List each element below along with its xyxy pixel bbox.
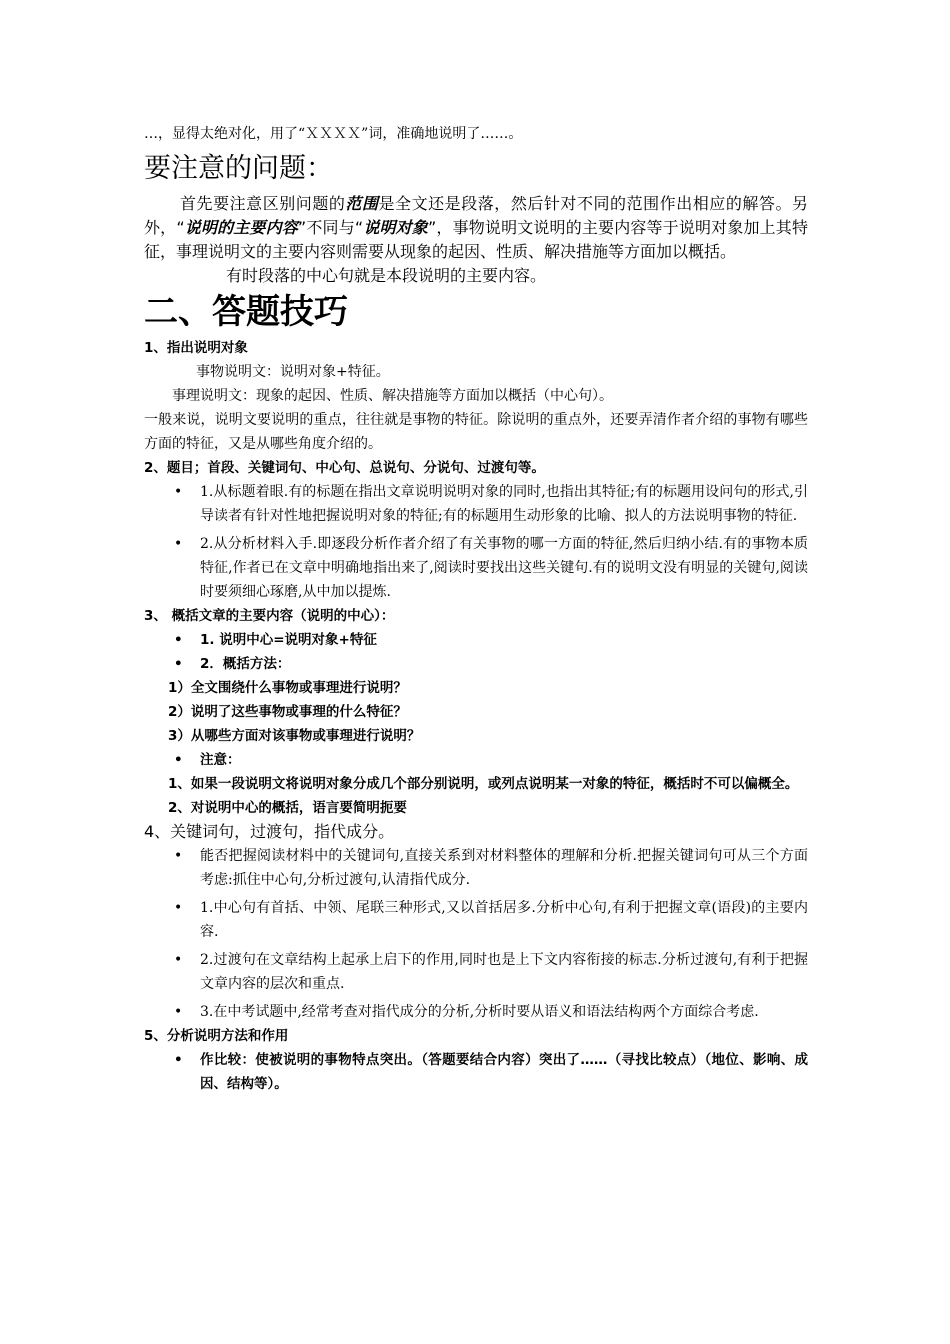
text: 是全文还是段落，然后针对不同的范围作出相应的解答。另外，“ xyxy=(144,194,808,237)
text: ”不同与“ xyxy=(297,218,364,237)
emphasis: 范围 xyxy=(345,194,379,213)
list-item-text: 能否把握阅读材料中的关键词句,直接关系到对材料整体的理解和分析.把握关键词句可从三个方面考虑:抓住中心句,分析过渡句,认清指代成分. xyxy=(200,848,808,888)
list-item-text: 1.从标题着眼.有的标题在指出文章说明说明对象的同时,也指出其特征;有的标题用设问句的形式,引导读者有针对性地把握说明对象的特征;有的标题用生动形象的比喻、拟人的方法说明事物的特征. xyxy=(200,484,808,524)
item3-title: 3、 概括文章的主要内容（说明的中心）： xyxy=(144,608,395,624)
list-item-text: 作比较：使被说明的事物特点突出。（答题要结合内容）突出了……（寻找比较点）（地位、影响、成因、结构等）。 xyxy=(200,1052,808,1092)
text: ”，事物说明文说明的主要内容等于说明对象加上其特征，事理说明文的主要内容则需要从现象的起因、性质、解决措施等方面加以概括。 xyxy=(144,218,808,261)
item1-line3: 一般来说，说明文要说明的重点，往往就是事物的特征。除说明的重点外，还要弄清作者介绍的事物有哪些方面的特征，又是从哪些角度介绍的。 xyxy=(144,412,808,452)
item4-title: 4、关键词句，过渡句，指代成分。 xyxy=(144,822,395,841)
item2-title: 2、题目；首段、关键词句、中心句、总说句、分说句、过渡句等。 xyxy=(144,460,545,476)
section2-heading: 二、答题技巧 xyxy=(144,292,348,332)
bullet-icon: • xyxy=(174,752,183,768)
bullet-icon: • xyxy=(174,484,183,500)
bullet-icon: • xyxy=(174,632,183,648)
list-item-text: 2．概括方法： xyxy=(200,656,291,672)
bullet-icon: • xyxy=(174,848,183,864)
document-page xyxy=(144,118,808,1096)
bullet-icon: • xyxy=(174,952,183,968)
list-item-text: 3.在中考试题中,经常考查对指代成分的分析,分析时要从语义和语法结构两个方面综合考虑. xyxy=(200,1004,759,1020)
question-1: 1）全文围绕什么事物或事理进行说明？ xyxy=(168,680,407,696)
bullet-icon: • xyxy=(174,656,183,672)
list-item xyxy=(144,652,808,676)
item5-title: 5、分析说明方法和作用 xyxy=(144,1028,289,1044)
list-item xyxy=(144,844,808,892)
note-label: 注意： xyxy=(200,752,241,768)
list-item xyxy=(144,628,808,652)
list-item-text: 1. 说明中心=说明对象+特征 xyxy=(200,632,377,648)
list-item-text: 1.中心句有首括、中领、尾联三种形式,又以首括居多.分析中心句,有利于把握文章(语段)的主要内容. xyxy=(200,900,808,940)
question-2: 2）说明了这些事物或事理的什么特征？ xyxy=(168,704,407,720)
attention-paragraph xyxy=(144,192,808,264)
emphasis: 说明对象 xyxy=(363,218,428,237)
bullet-icon: • xyxy=(174,900,183,916)
question-3: 3）从哪些方面对该事物或事理进行说明？ xyxy=(168,728,421,744)
attention-heading: 要注意的问题： xyxy=(144,153,333,184)
list-item xyxy=(144,1000,808,1024)
list-item xyxy=(144,480,808,528)
list-item xyxy=(144,1048,808,1096)
list-item-text: 2.过渡句在文章结构上起承上启下的作用,同时也是上下文内容衔接的标志.分析过渡句,有利于把握文章内容的层次和重点. xyxy=(200,952,808,992)
item1-line2: 事理说明文：现象的起因、性质、解决措施等方面加以概括（中心句）。 xyxy=(172,388,613,404)
text: 首先要注意区别问题的 xyxy=(180,194,346,213)
bullet-icon: • xyxy=(174,1004,183,1020)
item1-title: 1、指出说明对象 xyxy=(144,340,248,356)
bullet-icon: • xyxy=(174,1052,183,1068)
bullet-icon: • xyxy=(174,536,183,552)
list-item-text: 2.从分析材料入手.即逐段分析作者介绍了有关事物的哪一方面的特征,然后归纳小结.有的事物本质特征,作者已在文章中明确地指出来了,阅读时要找出这些关键句.有的说明文没有明显的关键句,阅读时要须细心琢磨,从中加以提炼. xyxy=(200,536,808,600)
note-2: 2、对说明中心的概括，语言要简明扼要 xyxy=(168,800,407,816)
list-item xyxy=(144,748,808,772)
item1-line1: 事物说明文：说明对象+特征。 xyxy=(196,364,390,380)
list-item xyxy=(144,948,808,996)
note-1: 1、如果一段说明文将说明对象分成几个部分别说明，或列点说明某一对象的特征，概括时不可以偏概全。 xyxy=(168,776,799,792)
top-line: …，显得太绝对化，用了“ＸＸＸＸ”词，准确地说明了……。 xyxy=(144,126,523,142)
list-item xyxy=(144,896,808,944)
emphasis: 说明的主要内容 xyxy=(184,218,298,237)
attention-paragraph-2: 有时段落的中心句就是本段说明的主要内容。 xyxy=(226,266,547,285)
list-item xyxy=(144,532,808,604)
